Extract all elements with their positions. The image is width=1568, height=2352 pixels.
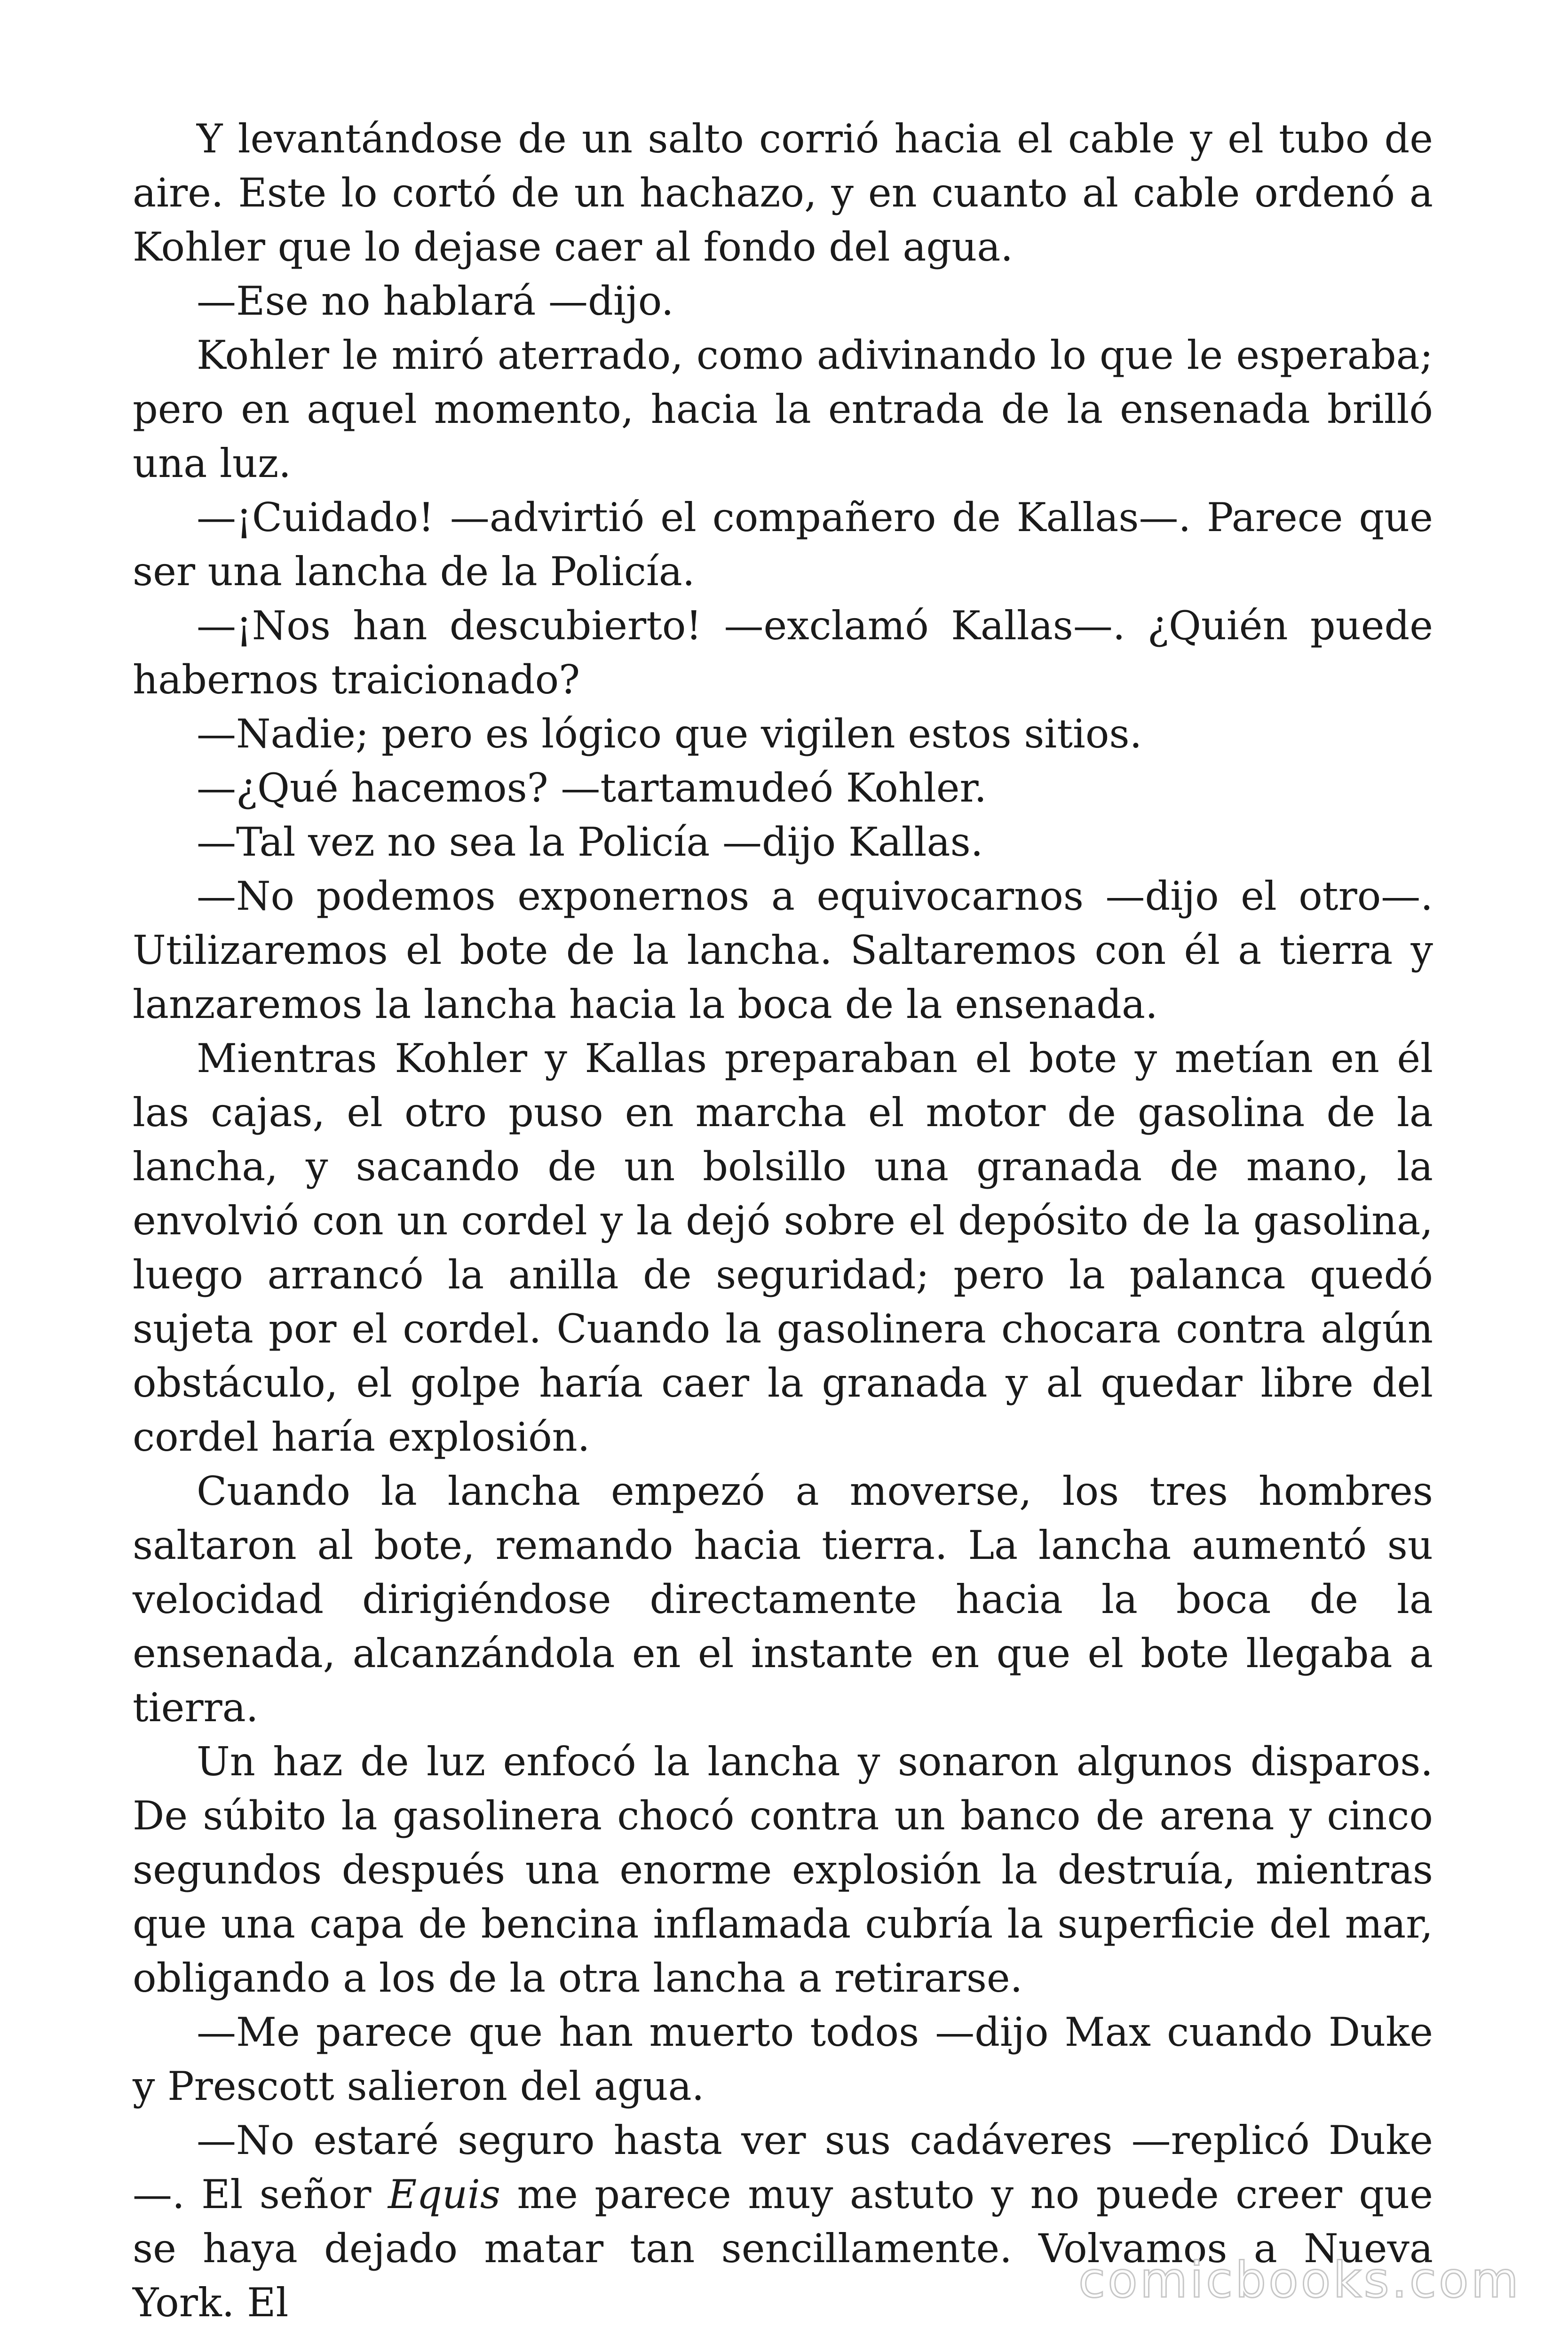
paragraph: —No podemos exponernos a equivocarnos —dijo el otro—. Utilizaremos el bote de la lancha. Saltaremos con él a tierra y lanzaremos la lancha hacia la boca de la ensenada. (133, 873, 1433, 1027)
paragraph: —Tal vez no sea la Policía —dijo Kallas. (197, 819, 983, 865)
paragraph: Kohler le miró aterrado, como adivinando lo que le esperaba; pero en aquel momento, hacia la entrada de la ensenada brilló una luz. (133, 332, 1433, 486)
paragraph: Y levantándose de un salto corrió hacia el cable y el tubo de aire. Este lo cortó de un hachazo, y en cuanto al cable ordenó a Kohler que lo dejase caer al fondo del agua. (133, 116, 1433, 270)
watermark: comicbooks.com (1078, 2251, 1521, 2309)
paragraph: —¡Cuidado! —advirtió el compañero de Kallas—. Parece que ser una lancha de la Policía. (133, 494, 1433, 595)
paragraph: Cuando la lancha empezó a moverse, los tres hombres saltaron al bote, remando hacia tierra. La lancha aumentó su velocidad dirigiéndose directamente hacia la boca de la ensenada, alcanzándola en el instante en que el bote llegaba a tierra. (133, 1468, 1433, 1731)
paragraph: —¡Nos han descubierto! —exclamó Kallas—. ¿Quién puede habernos traicionado? (133, 603, 1433, 703)
paragraph: —Ese no hablará —dijo. (197, 278, 674, 324)
paragraph: —Me parece que han muerto todos —dijo Max cuando Duke y Prescott salieron del agua. (133, 2009, 1433, 2109)
book-page-body (133, 112, 1433, 2330)
paragraph-text: —No estaré seguro hasta ver sus cadáveres —replicó Duke—. El señor (133, 2117, 1433, 2217)
paragraph: —Nadie; pero es lógico que vigilen estos sitios. (197, 711, 1142, 757)
paragraph: —¿Qué hacemos? —tartamudeó Kohler. (197, 765, 987, 811)
paragraph: Mientras Kohler y Kallas preparaban el bote y metían en él las cajas, el otro puso en marcha el motor de gasolina de la lancha, y sacando de un bolsillo una granada de mano, la envolvió con un cordel y la dejó sobre el depósito de la gasolina, luego arrancó la anilla de seguridad; pero la palanca quedó sujeta por el cordel. Cuando la gasolinera chocara contra algún obstáculo, el golpe haría caer la granada y al quedar libre del cordel haría explosión. (133, 1035, 1433, 1460)
paragraph: Un haz de luz enfocó la lancha y sonaron algunos disparos. De súbito la gasolinera chocó contra un banco de arena y cinco segundos después una enorme explosión la destruía, mientras que una capa de bencina inflamada cubría la superficie del mar, obligando a los de la otra lancha a retirarse. (133, 1739, 1433, 2001)
emphasized-word: Equis (388, 2171, 501, 2217)
paragraph-text: me parece muy astuto y no puede creer que se haya dejado matar tan sencillamente. Volvamos a Nueva York. El (133, 2171, 1433, 2326)
